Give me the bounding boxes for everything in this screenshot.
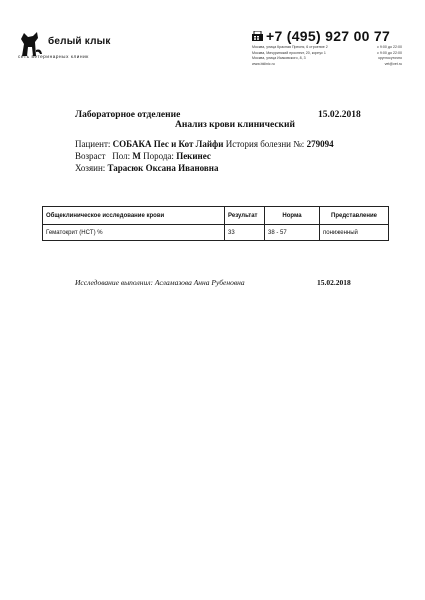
table-row: [43, 225, 389, 241]
report-date: 15.02.2018: [318, 110, 361, 120]
address-hours: с 9:00 до 22:00: [377, 45, 402, 49]
phone-number: +7 (495) 927 00 77: [266, 28, 391, 44]
email-link[interactable]: vet@vet.ru: [384, 61, 402, 66]
department-title: Лабораторное отделение: [75, 110, 181, 120]
clinic-contacts: [252, 28, 402, 68]
owner-value: Тарасюк Оксана Ивановна: [107, 163, 219, 173]
clinic-logo: [18, 30, 138, 66]
website-link[interactable]: www.bklinic.ru: [252, 61, 275, 66]
sex-value: М: [132, 151, 141, 161]
address-text: Москва, улица Исаковского, 8, 3: [252, 56, 306, 61]
table-header-row: [43, 207, 389, 225]
history-value: 279094: [306, 139, 334, 149]
logo-tagline: сеть ветеринарных клиник: [18, 54, 89, 59]
address-row: [252, 62, 402, 68]
test-name-cell: Гематокрит (HCT) %: [43, 225, 225, 241]
result-cell: 33: [225, 225, 265, 241]
analysis-title: Анализ крови клинический: [175, 120, 295, 130]
column-header: Представление: [320, 207, 389, 225]
footer-date: 15.02.2018: [317, 278, 351, 287]
owner-label: Хозяин:: [75, 163, 106, 173]
logo-name: белый клык: [48, 36, 111, 47]
breed-value: Пекинес: [176, 151, 211, 161]
history-label: История болезни №:: [225, 139, 305, 149]
address-text: Москва, улица Красная Пресня, 6 строение 2: [252, 45, 328, 49]
column-header: Результат: [225, 207, 265, 225]
address-list: [252, 45, 402, 67]
sex-label: Пол:: [112, 151, 131, 161]
patient-value: СОБАКА Пес и Кот Лайфи: [112, 139, 224, 149]
age-line: [75, 151, 211, 161]
patient-label: Пациент:: [75, 139, 111, 149]
age-label: Возраст: [75, 151, 106, 161]
address-text: Москва, Мичуринский проспект, 20, корпус 1: [252, 50, 326, 55]
breed-label: Порода:: [143, 151, 174, 161]
phone-icon: [252, 31, 263, 41]
column-header: Общеклиническое исследование крови: [43, 207, 225, 225]
performed-by: Исследование выполнил: Асламазова Анна Рубеновна: [75, 278, 245, 287]
patient-line: [75, 139, 334, 149]
results-table: [42, 206, 389, 241]
address-hours: с 9:00 до 22:00: [377, 50, 402, 55]
owner-line: [75, 163, 218, 173]
address-hours: круглосуточно: [378, 56, 402, 61]
norm-cell: 38 - 57: [265, 225, 320, 241]
interpretation-cell: пониженный: [320, 225, 389, 241]
column-header: Норма: [265, 207, 320, 225]
